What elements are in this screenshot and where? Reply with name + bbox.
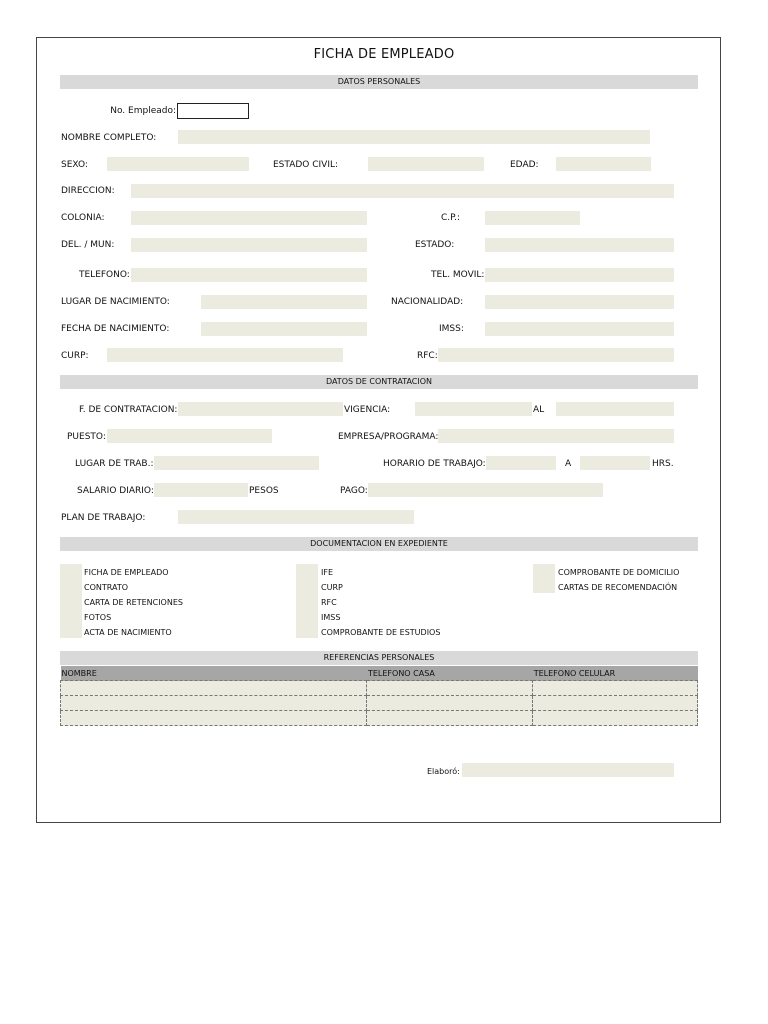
tel-movil-label: TEL. MOVIL: (431, 270, 485, 280)
estado-label: ESTADO: (415, 240, 455, 250)
form-title: FICHA DE EMPLEADO (313, 47, 455, 62)
salario-label: SALARIO DIARIO: (77, 486, 154, 496)
doc-item: FICHA DE EMPLEADO (84, 568, 169, 577)
puesto-field[interactable] (107, 429, 272, 443)
ref-nombre-cell[interactable] (61, 696, 367, 711)
direccion-field[interactable] (131, 184, 674, 198)
direccion-label: DIRECCION: (61, 186, 115, 196)
f-contratacion-label: F. DE CONTRATACION: (79, 405, 178, 415)
colonia-field[interactable] (131, 211, 367, 225)
vigencia-from-field[interactable] (415, 402, 532, 416)
hrs-label: HRS. (652, 459, 674, 469)
telefono-label: TELEFONO: (79, 270, 130, 280)
doc-item: RFC (321, 598, 337, 607)
fecha-nac-field[interactable] (201, 322, 367, 336)
estado-field[interactable] (485, 238, 674, 252)
no-empleado-field[interactable] (177, 103, 249, 119)
docs-check-col1[interactable] (60, 564, 82, 638)
table-row (61, 696, 698, 711)
rfc-label: RFC: (417, 351, 438, 361)
empresa-field[interactable] (438, 429, 674, 443)
table-row (61, 681, 698, 696)
pago-label: PAGO: (340, 486, 368, 496)
plan-field[interactable] (178, 510, 414, 524)
column-header-nombre: NOMBRE (61, 666, 367, 681)
nombre-field[interactable] (178, 130, 650, 144)
imss-label: IMSS: (439, 324, 464, 334)
estado-civil-field[interactable] (368, 157, 484, 171)
doc-item: CONTRATO (84, 583, 129, 592)
cp-field[interactable] (485, 211, 580, 225)
section-personal: DATOS PERSONALES (60, 75, 698, 89)
nacionalidad-field[interactable] (485, 295, 674, 309)
doc-item: FOTOS (84, 613, 112, 622)
rfc-field[interactable] (438, 348, 674, 362)
plan-label: PLAN DE TRABAJO: (61, 513, 146, 523)
del-mun-label: DEL. / MUN: (61, 240, 115, 250)
horario-label: HORARIO DE TRABAJO: (383, 459, 486, 469)
lugar-trab-field[interactable] (154, 456, 319, 470)
section-docs: DOCUMENTACION EN EXPEDIENTE (60, 537, 698, 551)
sexo-field[interactable] (107, 157, 249, 171)
nacionalidad-label: NACIONALIDAD: (391, 297, 464, 307)
doc-item: ACTA DE NACIMIENTO (84, 628, 172, 637)
edad-field[interactable] (556, 157, 651, 171)
curp-label: CURP: (61, 351, 89, 361)
ref-celular-cell[interactable] (533, 681, 698, 696)
doc-item: CURP (321, 583, 343, 592)
pago-field[interactable] (368, 483, 603, 497)
lugar-trab-label: LUGAR DE TRAB.: (75, 459, 154, 469)
edad-label: EDAD: (510, 160, 539, 170)
pesos-label: PESOS (249, 486, 279, 496)
table-row (61, 711, 698, 726)
references-table (60, 666, 698, 726)
nombre-label: NOMBRE COMPLETO: (61, 133, 157, 143)
puesto-label: PUESTO: (67, 432, 106, 442)
column-header-telefono-casa: TELEFONO CASA (367, 666, 533, 681)
colonia-label: COLONIA: (61, 213, 105, 223)
horario-to-field[interactable] (580, 456, 650, 470)
ref-celular-cell[interactable] (533, 696, 698, 711)
vigencia-label: VIGENCIA: (344, 405, 391, 415)
section-contract: DATOS DE CONTRATACION (60, 375, 698, 389)
ref-casa-cell[interactable] (367, 696, 533, 711)
ref-celular-cell[interactable] (533, 711, 698, 726)
horario-from-field[interactable] (486, 456, 556, 470)
doc-item: CARTAS DE RECOMENDACIÓN (558, 583, 678, 592)
section-refs: REFERENCIAS PERSONALES (60, 651, 698, 665)
empresa-label: EMPRESA/PROGRAMA: (338, 432, 439, 442)
a-label: A (565, 459, 572, 469)
doc-item: COMPROBANTE DE DOMICILIO (558, 568, 680, 577)
lugar-nac-label: LUGAR DE NACIMIENTO: (61, 297, 170, 307)
lugar-nac-field[interactable] (201, 295, 367, 309)
elaboro-field[interactable] (462, 763, 674, 777)
column-header-telefono-celular: TELEFONO CELULAR (533, 666, 698, 681)
elaboro-label: Elaboró: (427, 767, 460, 776)
docs-check-col2[interactable] (296, 564, 318, 638)
del-mun-field[interactable] (131, 238, 367, 252)
doc-item: IFE (321, 568, 334, 577)
ref-nombre-cell[interactable] (61, 711, 367, 726)
sexo-label: SEXO: (61, 160, 88, 170)
curp-field[interactable] (107, 348, 343, 362)
imss-field[interactable] (485, 322, 674, 336)
doc-item: CARTA DE RETENCIONES (84, 598, 183, 607)
docs-check-col3[interactable] (533, 564, 555, 593)
vigencia-to-field[interactable] (556, 402, 674, 416)
tel-movil-field[interactable] (485, 268, 674, 282)
table-header-row (61, 666, 698, 681)
no-empleado-label: No. Empleado: (110, 106, 176, 116)
doc-item: IMSS (321, 613, 341, 622)
doc-item: COMPROBANTE DE ESTUDIOS (321, 628, 441, 637)
al-label: AL (533, 405, 545, 415)
ref-nombre-cell[interactable] (61, 681, 367, 696)
estado-civil-label: ESTADO CIVIL: (273, 160, 339, 170)
f-contratacion-field[interactable] (178, 402, 343, 416)
ref-casa-cell[interactable] (367, 681, 533, 696)
salario-field[interactable] (154, 483, 248, 497)
cp-label: C.P.: (441, 213, 461, 223)
fecha-nac-label: FECHA DE NACIMIENTO: (61, 324, 170, 334)
ref-casa-cell[interactable] (367, 711, 533, 726)
telefono-field[interactable] (131, 268, 367, 282)
